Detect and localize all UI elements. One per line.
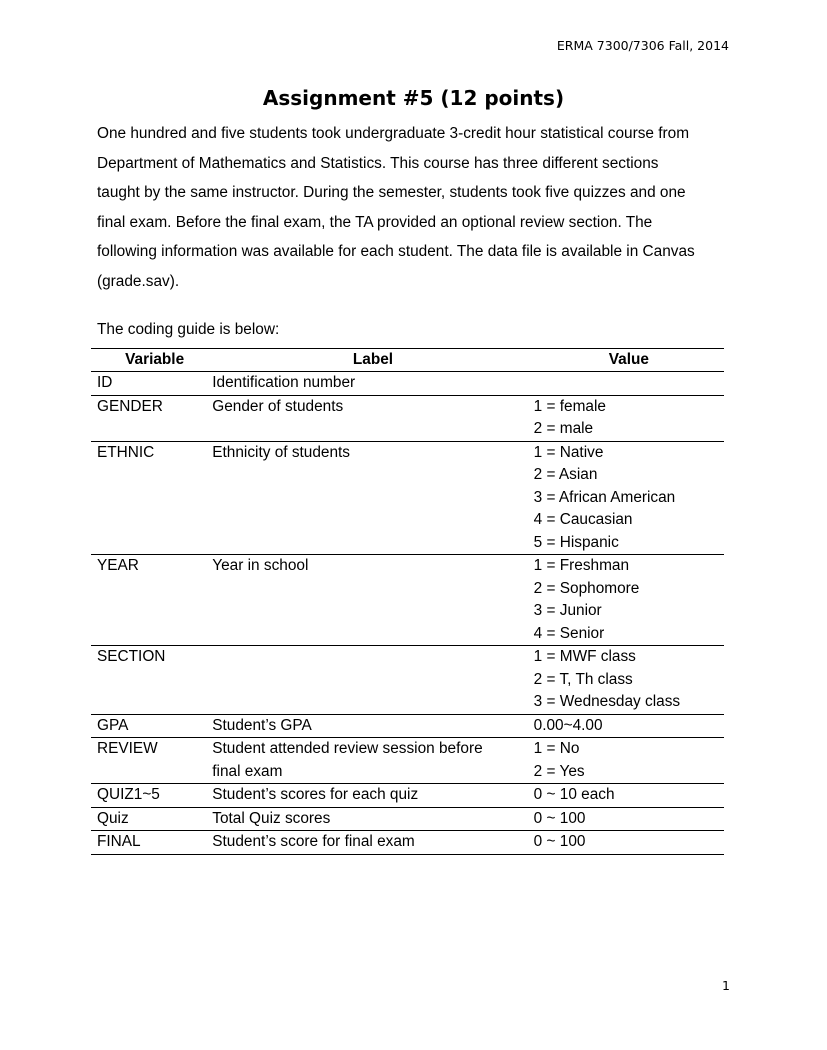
cell-variable: ETHNIC: [97, 443, 155, 461]
header-variable: Variable: [91, 349, 212, 372]
intro-line: following information was available for each student. The data file is available in Canvas: [97, 243, 695, 260]
cell-label: [212, 784, 533, 808]
label-line: Student’s GPA: [212, 716, 312, 734]
cell-label: [212, 372, 533, 396]
value-line: 0 ~ 100: [533, 809, 586, 827]
table-row: [91, 831, 724, 855]
value-line: 1 = MWF class: [533, 648, 636, 665]
label-line: Student’s score for final exam: [212, 833, 415, 850]
value-line: 1 = Freshman: [533, 557, 630, 574]
cell-variable: ID: [97, 374, 113, 391]
label-line: Student attended review session before: [212, 740, 483, 757]
table-body: [91, 372, 724, 855]
cell-label: [212, 395, 533, 441]
label-line: Student’s scores for each quiz: [212, 786, 419, 803]
table-row: [91, 441, 724, 555]
cell-label: [212, 738, 533, 784]
intro-paragraph: [97, 119, 732, 296]
table-row: [91, 738, 724, 784]
cell-value: [534, 831, 724, 855]
value-line: 3 = Wednesday class: [533, 693, 681, 710]
table-row: [91, 555, 724, 646]
header-value: Value: [534, 349, 724, 372]
value-line: 3 = Junior: [533, 602, 602, 619]
cell-value: [534, 646, 724, 715]
value-line: 2 = male: [533, 420, 594, 437]
value-line: 3 = African American: [533, 488, 676, 506]
intro-line: taught by the same instructor. During the semester, students took five quizzes and one: [97, 184, 686, 201]
value-line: 1 = Native: [533, 443, 604, 461]
cell-label: [212, 441, 533, 555]
label-line: Year in school: [212, 557, 309, 574]
value-line: 0.00~4.00: [533, 716, 603, 734]
value-line: 1 = female: [533, 397, 606, 415]
coding-guide-table: [91, 348, 724, 855]
cell-label: [212, 555, 533, 646]
cell-variable: FINAL: [97, 833, 141, 850]
cell-value: [534, 555, 724, 646]
value-line: 2 = Asian: [533, 466, 598, 483]
cell-variable: YEAR: [97, 557, 139, 574]
table-row: [91, 784, 724, 808]
value-line: 0 ~ 10 each: [533, 786, 615, 803]
value-line: 2 = Yes: [533, 762, 585, 780]
cell-variable: SECTION: [97, 648, 166, 665]
cell-value: [534, 372, 724, 396]
value-line: 2 = T, Th class: [533, 670, 633, 688]
page-title: Assignment #5 (12 points): [262, 86, 565, 110]
page-number: 1: [722, 978, 730, 993]
table-row: [91, 807, 724, 831]
cell-label: [212, 831, 533, 855]
intro-line: Department of Mathematics and Statistics. This course has three different sections: [97, 154, 659, 172]
cell-variable: Quiz: [97, 809, 129, 827]
cell-value: [534, 738, 724, 784]
table-row: [91, 646, 724, 715]
label-line: Ethnicity of students: [212, 443, 350, 461]
coding-guide-caption: The coding guide is below:: [97, 321, 280, 338]
cell-variable: REVIEW: [97, 740, 158, 757]
value-line: 2 = Sophomore: [533, 579, 640, 597]
cell-value: [534, 441, 724, 555]
label-line: final exam: [212, 762, 283, 780]
table-row: [91, 395, 724, 441]
cell-variable: GPA: [97, 716, 129, 734]
intro-line: One hundred and five students took undergraduate 3-credit hour statistical course from: [97, 125, 690, 142]
value-line: 4 = Caucasian: [533, 511, 633, 528]
table-row: [91, 714, 724, 738]
cell-variable: QUIZ1~5: [97, 786, 160, 803]
value-line: 0 ~ 100: [533, 833, 586, 850]
cell-label: [212, 807, 533, 831]
value-line: 1 = No: [533, 740, 580, 757]
intro-line: (grade.sav).: [97, 272, 180, 290]
cell-value: [534, 395, 724, 441]
label-line: Identification number: [212, 374, 356, 391]
value-line: 5 = Hispanic: [533, 533, 619, 551]
page-header: ERMA 7300/7306 Fall, 2014: [556, 38, 729, 53]
value-line: 4 = Senior: [533, 624, 605, 642]
cell-variable: GENDER: [97, 397, 163, 415]
label-line: Total Quiz scores: [212, 809, 331, 827]
cell-value: [534, 784, 724, 808]
table-header-row: [91, 349, 724, 372]
intro-line: final exam. Before the final exam, the TA provided an optional review section. The: [97, 213, 653, 231]
header-label: Label: [212, 349, 533, 372]
cell-value: [534, 714, 724, 738]
label-line: Gender of students: [212, 397, 344, 415]
cell-value: [534, 807, 724, 831]
table-row: [91, 372, 724, 396]
cell-label: [212, 714, 533, 738]
cell-label: [212, 646, 533, 715]
